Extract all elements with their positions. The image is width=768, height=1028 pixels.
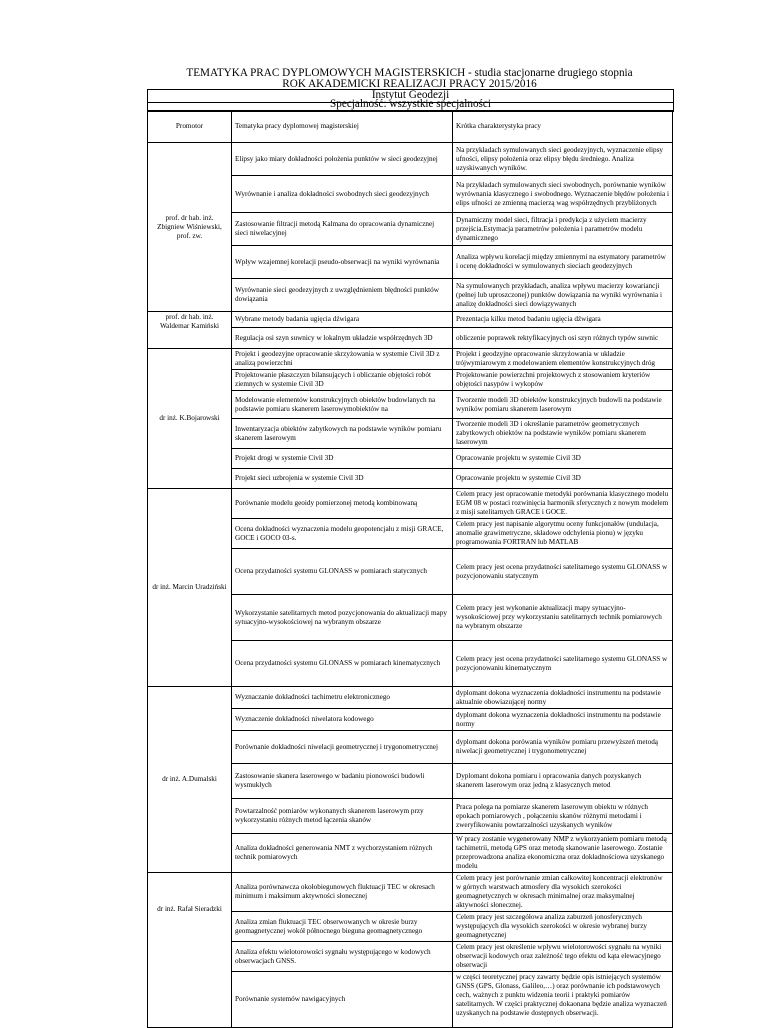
promotor-cell: prof. dr hab. inż. Waldemar Kamiński [148, 312, 232, 349]
description-cell: Celem pracy jest porównanie zmian całkowitej koncentracji elektronów w górnych warstwach atmosfery dla wysokich szerokości geomagnetycznych w okresach minimalnej oraz maksymalnej aktywności słonecznej. [453, 873, 673, 912]
specialization-line: Specjalność: wszystkie specjalności [147, 99, 674, 112]
topic-cell: Analiza dokładności generowania NMT z wychorzystaniem różnych technik pomiarowych [232, 834, 453, 873]
promotor-cell: dr inż. Marcin Uradziński [148, 489, 232, 687]
description-cell: Celem pracy jest ocena przydatności satelitarnego systemu GLONASS w pozycjonowaniu kinematycznym [453, 641, 673, 687]
topic-cell: Ocena przydatności systemu GLONASS w pomiarach kinematycznych [232, 641, 453, 687]
description-cell: dyplomant dokona porówania wyników pomiaru przewyższeń metodą niwelacji geometrycznej i trygonometrycznej [453, 731, 673, 764]
topic-cell: Inwentaryzacja obiektów zabytkowych na podstawie wyników pomiaru skanerem laserowym [232, 419, 453, 449]
description-cell: Na przykładach symulowanych sieci geodezyjnych, wyznaczenie elipsy ufności, elipsy położenia oraz elipsy błędu średniego. Analiza uzyskiwanych wyników. [453, 143, 673, 176]
table-row [148, 873, 673, 912]
topic-cell: Wyznaczenie dokładności niwelatora kodowego [232, 709, 453, 731]
description-cell: Tworzenie modeli 3D i określanie parametrów geometrycznych zabytkowych obiektów na podstawie wyników pomiaru skanerem laserowym [453, 419, 673, 449]
description-cell: Celem pracy jest szczegółowa analiza zaburzeń jonosferycznych występujących dla wysokich szerokości w okresie wybranej burzy geomagnetycznej [453, 912, 673, 942]
description-cell: dyplomant dokona wyznaczenia dokładności instrumentu na podstawie aktualnie obowiazującej normy [453, 687, 673, 709]
topic-cell: Wyrównanie i analiza dokładności swobodnych sieci geodezyjnych [232, 176, 453, 213]
column-header-promotor: Promotor [148, 111, 232, 143]
description-cell: Prezentacja kilku metod badaniu ugięcia dźwigara [453, 312, 673, 328]
description-cell: Analiza wpływu korelacji między zmiennymi na estymatory parametrów i ocenę dokładności w symulowanych sieciach geodezyjnych [453, 246, 673, 279]
topic-cell: Projekt drogi w systemie Civil 3D [232, 449, 453, 469]
table-row [148, 349, 673, 370]
topic-cell: Powtarzalność pomiarów wykonanych skanerem laserowym przy wykorzystaniu różnych metod łączenia skanów [232, 799, 453, 834]
column-header-topic: Tematyka pracy dyplomowej magisterskiej [232, 111, 453, 143]
topic-cell: Porównanie modelu geoidy pomierzonej metodą kombinowaną [232, 489, 453, 519]
title-line-2: ROK AKADEMICKI REALIZACJI PRACY 2015/2016 [282, 78, 537, 90]
topic-cell: Zastosowanie filtracji metodą Kalmana do opracowania dynamicznej sieci niwelacyjnej [232, 213, 453, 246]
description-cell: Celem pracy jest napisanie algorytmu oceny funkcjonałów (undulacja, anomalie grawimetryczne, składowe odchylenia pionu) w języku programowania FORTRAN lub MATLAB [453, 519, 673, 549]
institute-line: Instytut Geodezji [147, 89, 674, 103]
topic-cell: Analiza efektu wielotorowości sygnału występującego w kodowych obserwacjach GNSS. [232, 942, 453, 972]
topic-cell: Porównanie dokładności niwelacji geometrycznej i trygonometrycznej [232, 731, 453, 764]
table-row [148, 312, 673, 328]
description-cell: W pracy zostanie wygenerowany NMP z wykorzyaniem pomiaru metodą tachimetrii, metodą GPS oraz metodą skanowanie laserowego. Zostanie przeprowadzona analiza ekonomiczna oraz dokładnościowa uzyskanego modelu [453, 834, 673, 873]
description-cell: Praca polega na pomiarze skanerem laserowym obiektu w różnych epokach pomiarowych , połączeniu skanów różnymi metodami i zweryfikowaniu powtarzalności uzyskanych wyników [453, 799, 673, 834]
description-cell: obliczenie poprawek rektyfikacyjnych osi szyn różnych typów suwnic [453, 328, 673, 349]
description-cell: Opracowanie projektu w systemie Civil 3D [453, 469, 673, 489]
topic-cell: Wyznaczanie dokładności tachimetru elektronicznego [232, 687, 453, 709]
topic-cell: Elipsy jako miary dokładności położenia punktów w sieci geodezyjnej [232, 143, 453, 176]
promotor-cell: prof. dr hab. inż. Zbigniew Wiśniewski, prof. zw. [148, 143, 232, 312]
promotor-cell: dr inż. A.Dumalski [148, 687, 232, 873]
column-header-description: Krótka charakterystyka pracy [453, 111, 673, 143]
description-cell: Projekt i geodzyjne opracowanie skrzyżowania w układzie trójwymiarowym z modelowaniem elementów konstrukcyjnych dróg [453, 349, 673, 370]
description-cell: Celem pracy jest wykonanie aktualizacji mapy sytuacyjno-wysokościowej przy wykorzystaniu satelitarnych technik pomiarowych na wybranym obszarze [453, 595, 673, 641]
table-row [148, 489, 673, 519]
promotor-cell: dr inż. Rafał Sieradzki [148, 873, 232, 1028]
description-cell: Tworzenie modeli 3D obiektów konstrukcyjnych budowli na podstawie wyników pomiaru skanerem laserowym [453, 391, 673, 419]
description-cell: Dyplomant dokona pomiaru i opracowania danych pozyskanych skanerem laserowym oraz jedną z klasycznych metod [453, 764, 673, 799]
topic-cell: Wyrównanie sieci geodezyjnych z uwzględnieniem błędności punktów dowiązania [232, 279, 453, 312]
topic-cell: Regulacja osi szyn suwnicy w lokalnym układzie współrzędnych 3D [232, 328, 453, 349]
topics-table [147, 110, 673, 1028]
topic-cell: Wpływ wzajemnej korelacji pseudo-obserwacji na wyniki wyrównania [232, 246, 453, 279]
title-line-1: TEMATYKA PRAC DYPLOMOWYCH MAGISTERSKICH - studia stacjonarne drugiego stopnia [186, 67, 633, 79]
topic-cell: Wybrane metody badania ugięcia dźwigara [232, 312, 453, 328]
description-cell: dyplomant dokona wyznaczenia dokładności instrumentu na podstawie normy [453, 709, 673, 731]
description-cell: Opracowanie projektu w systemie Civil 3D [453, 449, 673, 469]
topic-cell: Ocena przydatności systemu GLONASS w pomiarach statycznych [232, 549, 453, 595]
description-cell: Na przykładach symulowanych sieci swobodnych, porównanie wyników wyrównania klasycznego i swobodnego. Wyznaczenie błędów położenia i elips ufności ze zmienną macierzą wag współrzędnych przybliżonych [453, 176, 673, 213]
table-row [148, 687, 673, 709]
description-cell: Celem pracy jest ocena przydatności satelitarnego systemu GLONASS w pozycjonowaniu statycznym [453, 549, 673, 595]
table-header-row [148, 111, 673, 143]
description-cell: Na symulowanych przykładach, analiza wpływu macierzy kowariancji (pełnej lub uproszczonej) punktów dowiązania na wyniki wyrównania i analizę dokładności sieci dowiązywanych [453, 279, 673, 312]
topic-cell: Porównanie systemów nawigacyjnych [232, 972, 453, 1028]
topic-cell: Wykorzystanie satelitarnych metod pozycjonowania do aktualizacji mapy sytuacyjno-wysokościowej na wybranym obszarze [232, 595, 453, 641]
topic-cell: Zastosowanie skanera laserowego w badaniu pionowości budowli wysmukłych [232, 764, 453, 799]
description-cell: Celem pracy jest określenie wpływu wielotorowości sygnału na wyniki obserwacji kodowych oraz zależność tego efektu od kąta elewacyjnego obserwacji [453, 942, 673, 972]
topic-cell: Analiza zmian fluktuacji TEC obserwowanych w okresie burzy geomagnetycznej wokół północnego bieguna geomagnetycznego [232, 912, 453, 942]
topic-cell: Projektowanie płaszczyzn bilansujących i obliczanie objętości robót ziemnych w systemie Civil 3D [232, 370, 453, 391]
topic-cell: Projekt i geodezyjne opracowanie skrzyżowania w systemie Civil 3D z analizą powierzchni [232, 349, 453, 370]
description-cell: Celem pracy jest opracowanie metodyki porównania klasycznego modelu EGM 08 w postaci rozwinięcia harmonik sferycznych z nowym modelem z misji satelitarnych GRACE i GOCE. [453, 489, 673, 519]
promotor-cell: dr inż. K.Bojarowski [148, 349, 232, 489]
topic-cell: Projekt sieci uzbrojenia w systemie Civil 3D [232, 469, 453, 489]
description-cell: Dynamiczny model sieci, filtracja i predykcja z użyciem macierzy przejścia.Estymacja parametrów położenia i parametrów modelu dynamicznego [453, 213, 673, 246]
description-cell: Projektowanie powierzchni projektowych z stosowaniem kryteriów objętości nasypów i wykopów [453, 370, 673, 391]
table-row [148, 143, 673, 176]
topic-cell: Analiza porównawcza okołobiegunowych fluktuacji TEC w okresach minimum i maksimum aktywności słonecznej [232, 873, 453, 912]
description-cell: w części teoretycznej pracy zawarty będzie opis istniejących systemów GNSS (GPS, Glonass, Galileo,…) oraz porównanie ich podstawowych cech, ważnych z punktu widzenia teorii i praktyki pomiarów satelitarnych. W części praktycznej dokaonana będzie analiza wyznaczeń uzyskanych na podstawie dostępnych obserwacji. [453, 972, 673, 1028]
topic-cell: Modelowanie elementów konstrukcyjnych obiektów budowlanych na podstawie pomiaru skanerem laserowymobiektów na [232, 391, 453, 419]
topic-cell: Ocena dokładności wyznaczenia modelu geopotencjału z misji GRACE, GOCE i GOCO 03-s. [232, 519, 453, 549]
